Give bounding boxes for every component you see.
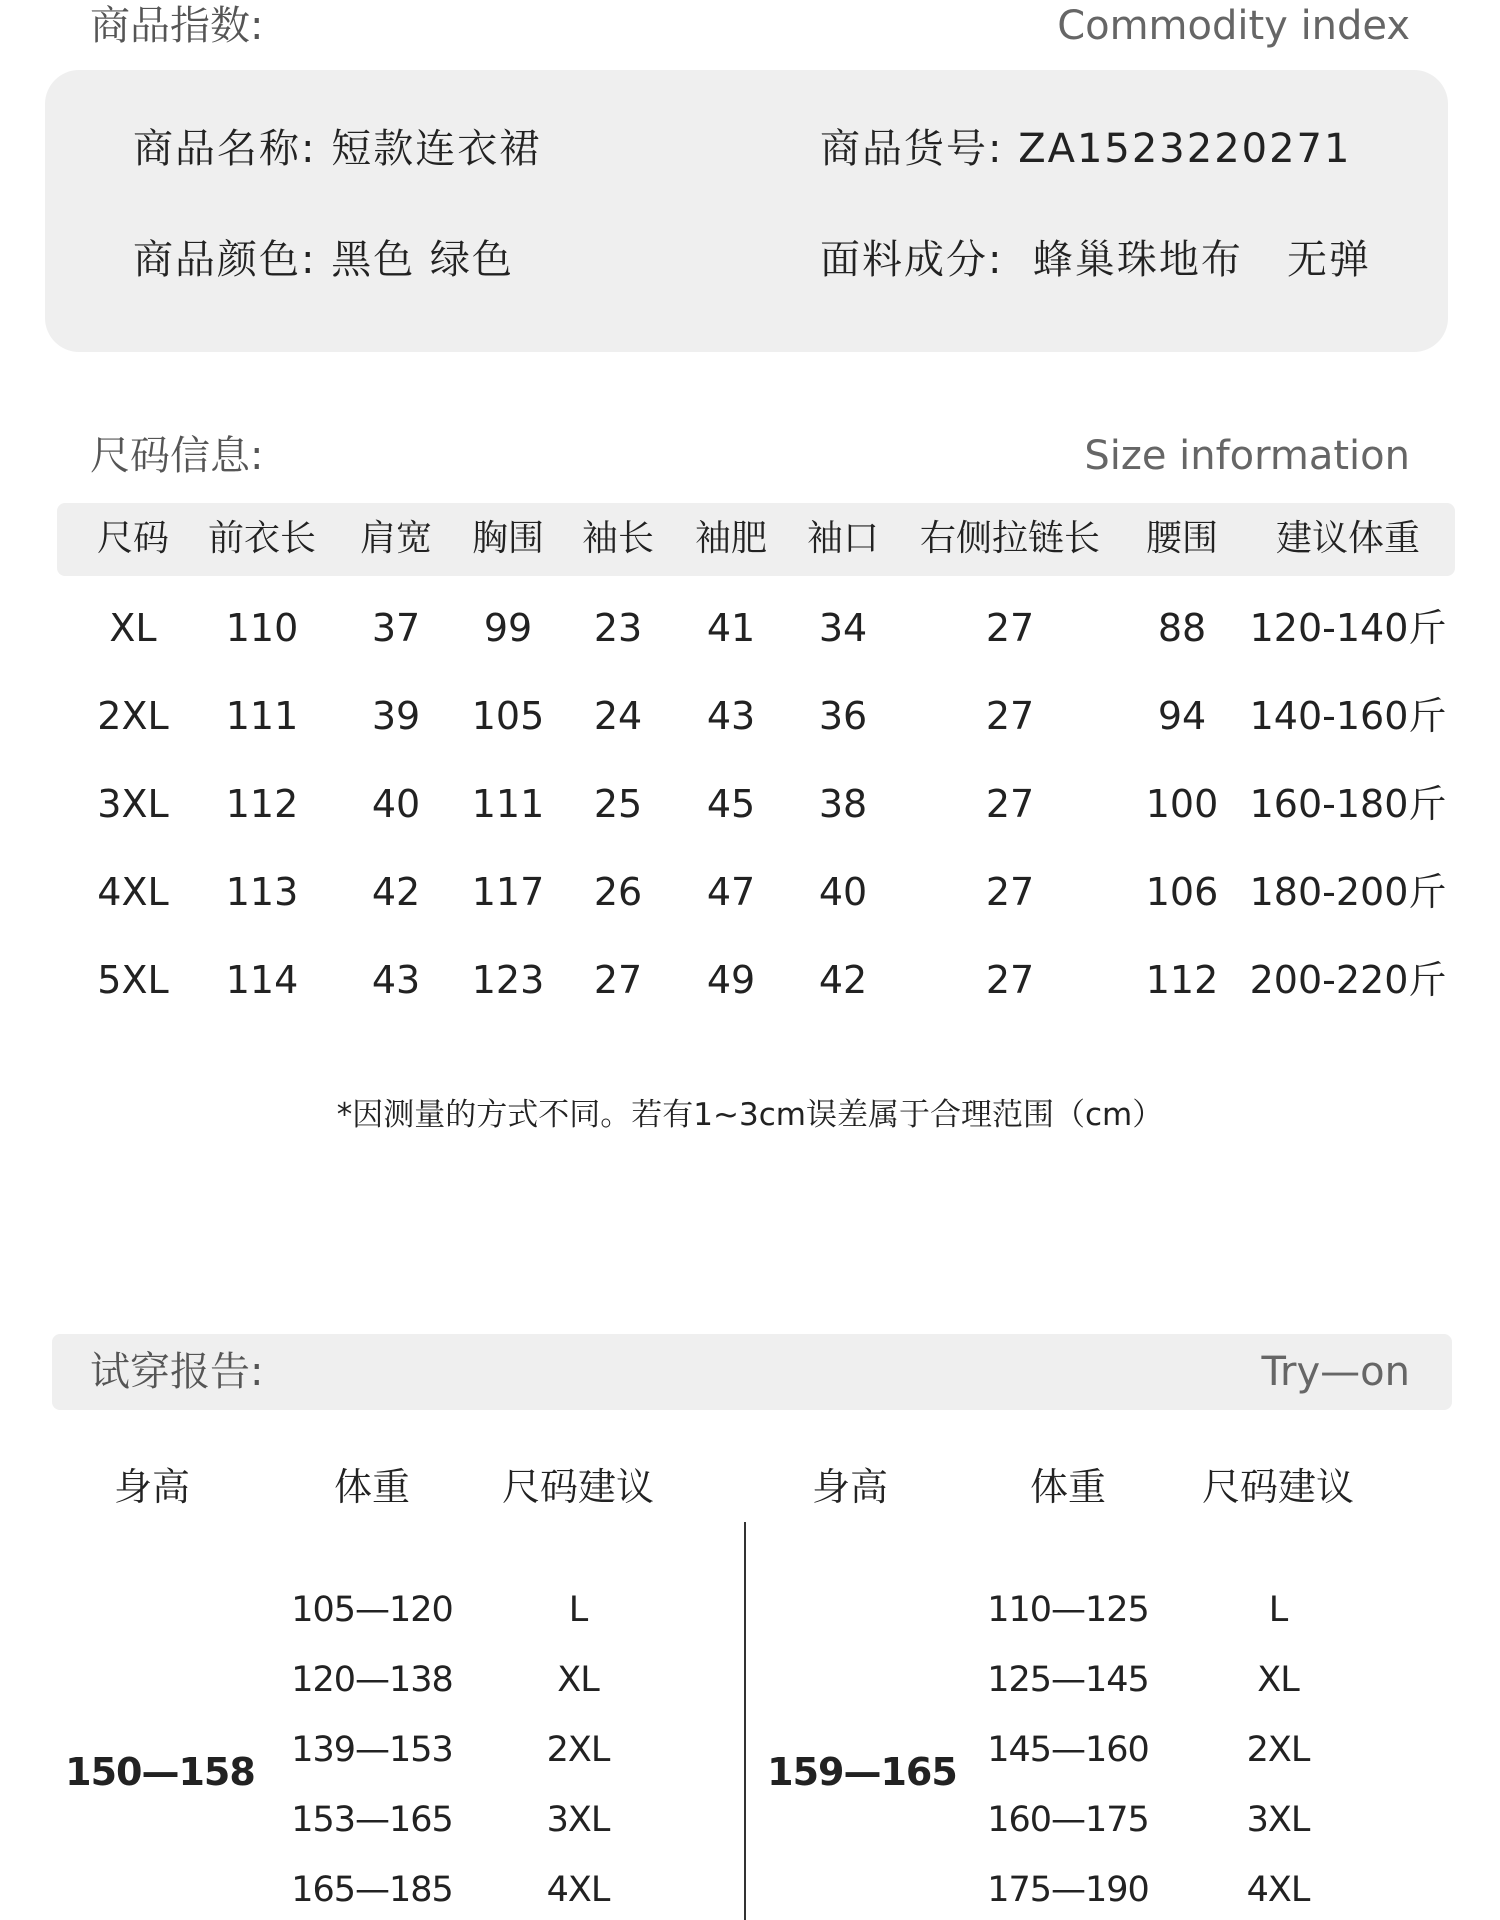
size-table-cell: 117 — [471, 870, 545, 914]
tryon-weight-cell: 139—153 — [291, 1730, 453, 1770]
tryon-section-title: 试穿报告: — [90, 1349, 264, 1395]
size-header-cell: 腰围 — [1145, 518, 1219, 559]
size-table-cell: 37 — [371, 606, 421, 650]
size-header-cell: 袖口 — [806, 518, 880, 559]
size-header-cell: 建议体重 — [1275, 518, 1421, 559]
size-table-cell: 42 — [818, 958, 868, 1002]
tryon-weight-cell: 105—120 — [291, 1590, 453, 1630]
tryon-size-cell: 2XL — [1246, 1730, 1310, 1770]
tryon-weight-cell: 175—190 — [987, 1870, 1149, 1910]
tryon-header-cell: 身高 — [113, 1465, 191, 1509]
size-table-cell: 4XL — [97, 870, 169, 914]
size-table-cell: 40 — [818, 870, 868, 914]
tryon-header-cell: 身高 — [811, 1465, 889, 1509]
tryon-size-cell: XL — [557, 1660, 599, 1700]
tryon-size-cell: 3XL — [546, 1800, 610, 1840]
tryon-header-cell: 体重 — [333, 1465, 411, 1509]
tryon-weight-cell: 153—165 — [291, 1800, 453, 1840]
product-name: 商品名称: 短款连衣裙 — [133, 126, 542, 172]
size-table-cell: 47 — [706, 870, 756, 914]
size-table-cell: 123 — [471, 958, 545, 1002]
tryon-weight-cell: 120—138 — [291, 1660, 453, 1700]
size-header-cell: 尺码 — [96, 518, 170, 559]
size-table-cell: 41 — [706, 606, 756, 650]
product-fabric: 面料成分: 蜂巢珠地布 无弹 — [820, 237, 1372, 283]
size-table-cell: 160-180斤 — [1249, 782, 1447, 826]
size-table-cell: 36 — [818, 694, 868, 738]
size-table-cell: 106 — [1145, 870, 1219, 914]
size-table-cell: 110 — [225, 606, 299, 650]
size-table-cell: 25 — [593, 782, 643, 826]
product-sku: 商品货号: ZA1523220271 — [820, 126, 1352, 172]
tryon-size-cell: XL — [1257, 1660, 1299, 1700]
size-table-cell: 114 — [225, 958, 299, 1002]
size-table-cell: 99 — [483, 606, 533, 650]
tryon-size-cell: 2XL — [546, 1730, 610, 1770]
size-table-cell: 140-160斤 — [1249, 694, 1447, 738]
size-table-cell: 200-220斤 — [1249, 958, 1447, 1002]
tryon-size-cell: L — [1268, 1590, 1288, 1630]
size-table-cell: 27 — [985, 606, 1035, 650]
size-table-cell: 120-140斤 — [1249, 606, 1447, 650]
size-table-cell: 27 — [593, 958, 643, 1002]
size-table-cell: 23 — [593, 606, 643, 650]
size-table-cell: 34 — [818, 606, 868, 650]
size-table-cell: 45 — [706, 782, 756, 826]
size-table-cell: 113 — [225, 870, 299, 914]
size-table-cell: 27 — [985, 958, 1035, 1002]
size-table-cell: 105 — [471, 694, 545, 738]
size-table-cell: 43 — [706, 694, 756, 738]
size-table-cell: 180-200斤 — [1249, 870, 1447, 914]
size-section-title: 尺码信息: — [90, 433, 264, 479]
tryon-weight-cell: 110—125 — [987, 1590, 1149, 1630]
tryon-size-cell: L — [568, 1590, 588, 1630]
product-color: 商品颜色: 黑色 绿色 — [133, 237, 514, 283]
tryon-section-title-en: Try—on — [1261, 1349, 1410, 1395]
size-table-cell: XL — [109, 606, 157, 650]
size-table-cell: 5XL — [97, 958, 169, 1002]
tryon-weight-cell: 165—185 — [291, 1870, 453, 1910]
size-table-cell: 26 — [593, 870, 643, 914]
size-table-cell: 43 — [371, 958, 421, 1002]
size-header-cell: 前衣长 — [207, 518, 317, 559]
tryon-size-cell: 3XL — [1246, 1800, 1310, 1840]
size-header-cell: 肩宽 — [359, 518, 433, 559]
tryon-height-range: 159—165 — [767, 1750, 957, 1794]
size-table-cell: 88 — [1157, 606, 1207, 650]
size-header-cell: 袖长 — [581, 518, 655, 559]
size-header-cell: 右侧拉链长 — [919, 518, 1101, 559]
tryon-weight-cell: 160—175 — [987, 1800, 1149, 1840]
size-table-cell: 38 — [818, 782, 868, 826]
size-table-cell: 27 — [985, 694, 1035, 738]
tryon-height-range: 150—158 — [65, 1750, 255, 1794]
commodity-section-title: 商品指数: — [90, 3, 264, 49]
tryon-weight-cell: 125—145 — [987, 1660, 1149, 1700]
tryon-size-cell: 4XL — [546, 1870, 610, 1910]
size-header-cell: 胸围 — [471, 518, 545, 559]
size-header-cell: 袖肥 — [694, 518, 768, 559]
size-table-cell: 111 — [225, 694, 299, 738]
size-table-cell: 49 — [706, 958, 756, 1002]
size-table-cell: 100 — [1145, 782, 1219, 826]
tryon-header-cell: 尺码建议 — [1201, 1465, 1355, 1509]
size-table-cell: 2XL — [97, 694, 169, 738]
tryon-size-cell: 4XL — [1246, 1870, 1310, 1910]
commodity-section-title-en: Commodity index — [1057, 3, 1410, 49]
tryon-header-cell: 体重 — [1029, 1465, 1107, 1509]
size-table-cell: 24 — [593, 694, 643, 738]
tryon-divider — [744, 1522, 746, 1920]
size-table-cell: 39 — [371, 694, 421, 738]
size-section-title-en: Size information — [1084, 433, 1410, 479]
size-table-cell: 94 — [1157, 694, 1207, 738]
measurement-note: *因测量的方式不同。若有1~3cm误差属于合理范围（cm） — [336, 1097, 1164, 1133]
size-table-cell: 112 — [1145, 958, 1219, 1002]
tryon-weight-cell: 145—160 — [987, 1730, 1149, 1770]
size-table-cell: 42 — [371, 870, 421, 914]
size-table-cell: 40 — [371, 782, 421, 826]
size-table-cell: 112 — [225, 782, 299, 826]
commodity-info-box — [45, 70, 1448, 352]
size-table-cell: 27 — [985, 870, 1035, 914]
size-table-cell: 111 — [471, 782, 545, 826]
size-table-cell: 27 — [985, 782, 1035, 826]
size-table-cell: 3XL — [97, 782, 169, 826]
tryon-header-cell: 尺码建议 — [501, 1465, 655, 1509]
